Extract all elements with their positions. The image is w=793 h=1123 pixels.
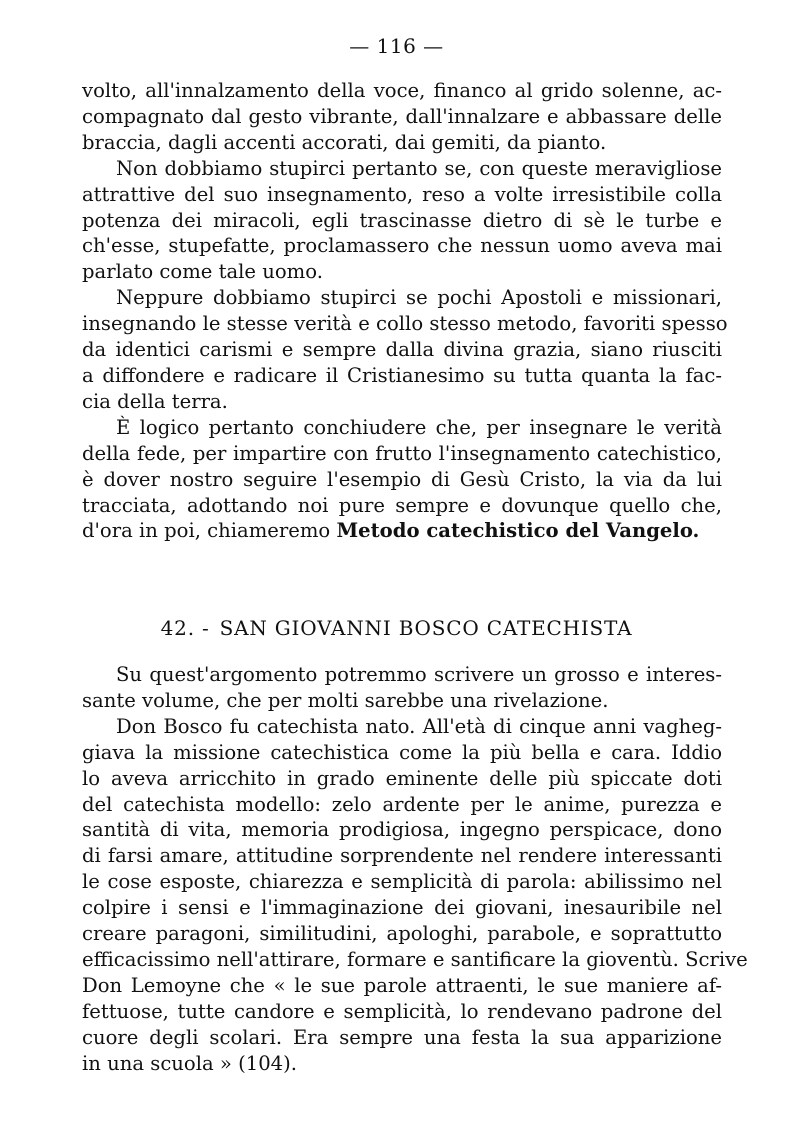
text-line: creare paragoni, similitudini, apologhi, parabole, e soprattutto bbox=[82, 922, 722, 946]
text-line: fettuose, tutte candore e semplicità, lo rendevano padrone del bbox=[82, 999, 722, 1023]
text-line: colpire i sensi e l'immaginazione dei giovani, inesauribile nel bbox=[82, 896, 722, 920]
text-line: compagnato dal gesto vibrante, dall'innalzare e abbassare delle bbox=[82, 104, 722, 128]
text-line: cuore degli scolari. Era sempre una festa la sua apparizione bbox=[82, 1025, 722, 1049]
text-line: di farsi amare, attitudine sorprendente nel rendere interessanti bbox=[82, 844, 722, 868]
text-line: ch'esse, stupefatte, proclamassero che nessun uomo aveva mai bbox=[82, 234, 722, 258]
text-line: È logico pertanto conchiudere che, per insegnare le verità bbox=[116, 415, 722, 439]
text-line: tracciata, adottando noi pure sempre e dovunque quello che, bbox=[82, 493, 722, 517]
text-line: è dover nostro seguire l'esempio di Gesù Cristo, la via da lui bbox=[82, 467, 722, 491]
text-line: potenza dei miracoli, egli trascinasse dietro di sè le turbe e bbox=[82, 208, 722, 232]
text-line: Don Lemoyne che « le sue parole attraenti, le sue maniere af- bbox=[82, 973, 722, 997]
page-number: — 116 — bbox=[349, 34, 444, 58]
text-line: Non dobbiamo stupirci pertanto se, con queste meravigliose bbox=[116, 156, 722, 180]
text-line: efficacissimo nell'attirare, formare e santificare la gioventù. Scrive bbox=[82, 947, 748, 971]
text-run: d'ora in poi, chiameremo bbox=[82, 519, 337, 543]
text-line: Su quest'argomento potremmo scrivere un grosso e interes- bbox=[116, 663, 722, 686]
text-line: del catechista modello: zelo ardente per le anime, purezza e bbox=[82, 792, 722, 816]
text-line: giava la missione catechistica come la più bella e cara. Iddio bbox=[82, 740, 722, 764]
section-number: 42. - bbox=[160, 616, 210, 640]
text-line: cia della terra. bbox=[82, 389, 228, 413]
text-line: in una scuola » (104). bbox=[82, 1051, 298, 1075]
text-line: Don Bosco fu catechista nato. All'età di cinque anni vagheg- bbox=[116, 714, 722, 738]
section-1-text bbox=[82, 78, 728, 544]
text-line: santità di vita, memoria prodigiosa, ingegno perspicace, dono bbox=[82, 818, 722, 842]
text-line: da identici carismi e sempre dalla divina grazia, siano riusciti bbox=[82, 338, 722, 362]
text-line: attrattive del suo insegnamento, reso a volte irresistibile colla bbox=[82, 182, 722, 206]
text-line: parlato come tale uomo. bbox=[82, 260, 323, 284]
emphasized-term: Metodo catechistico del Vangelo. bbox=[336, 519, 700, 543]
text-line: volto, all'innalzamento della voce, financo al grido solenne, ac- bbox=[82, 79, 722, 102]
text-line bbox=[82, 518, 722, 544]
section-2-text bbox=[82, 662, 748, 1077]
text-line: braccia, dagli accenti accorati, dai gemiti, da pianto. bbox=[82, 130, 607, 154]
section-title: SAN GIOVANNI BOSCO CATECHISTA bbox=[219, 616, 633, 640]
text-line: lo aveva arricchito in grado eminente delle più spiccate doti bbox=[82, 766, 722, 790]
text-line: le cose esposte, chiarezza e semplicità di parola: abilissimo nel bbox=[82, 870, 722, 894]
text-line: della fede, per impartire con frutto l'insegnamento catechistico, bbox=[82, 441, 722, 465]
text-line: a diffondere e radicare il Cristianesimo su tutta quanta la fac- bbox=[82, 363, 722, 387]
text-line: sante volume, che per molti sarebbe una rivelazione. bbox=[82, 688, 609, 712]
text-line: Neppure dobbiamo stupirci se pochi Apostoli e missionari, bbox=[116, 286, 722, 310]
section-heading bbox=[0, 616, 793, 640]
text-line: insegnando le stesse verità e collo stesso metodo, favoriti spesso bbox=[82, 312, 728, 336]
